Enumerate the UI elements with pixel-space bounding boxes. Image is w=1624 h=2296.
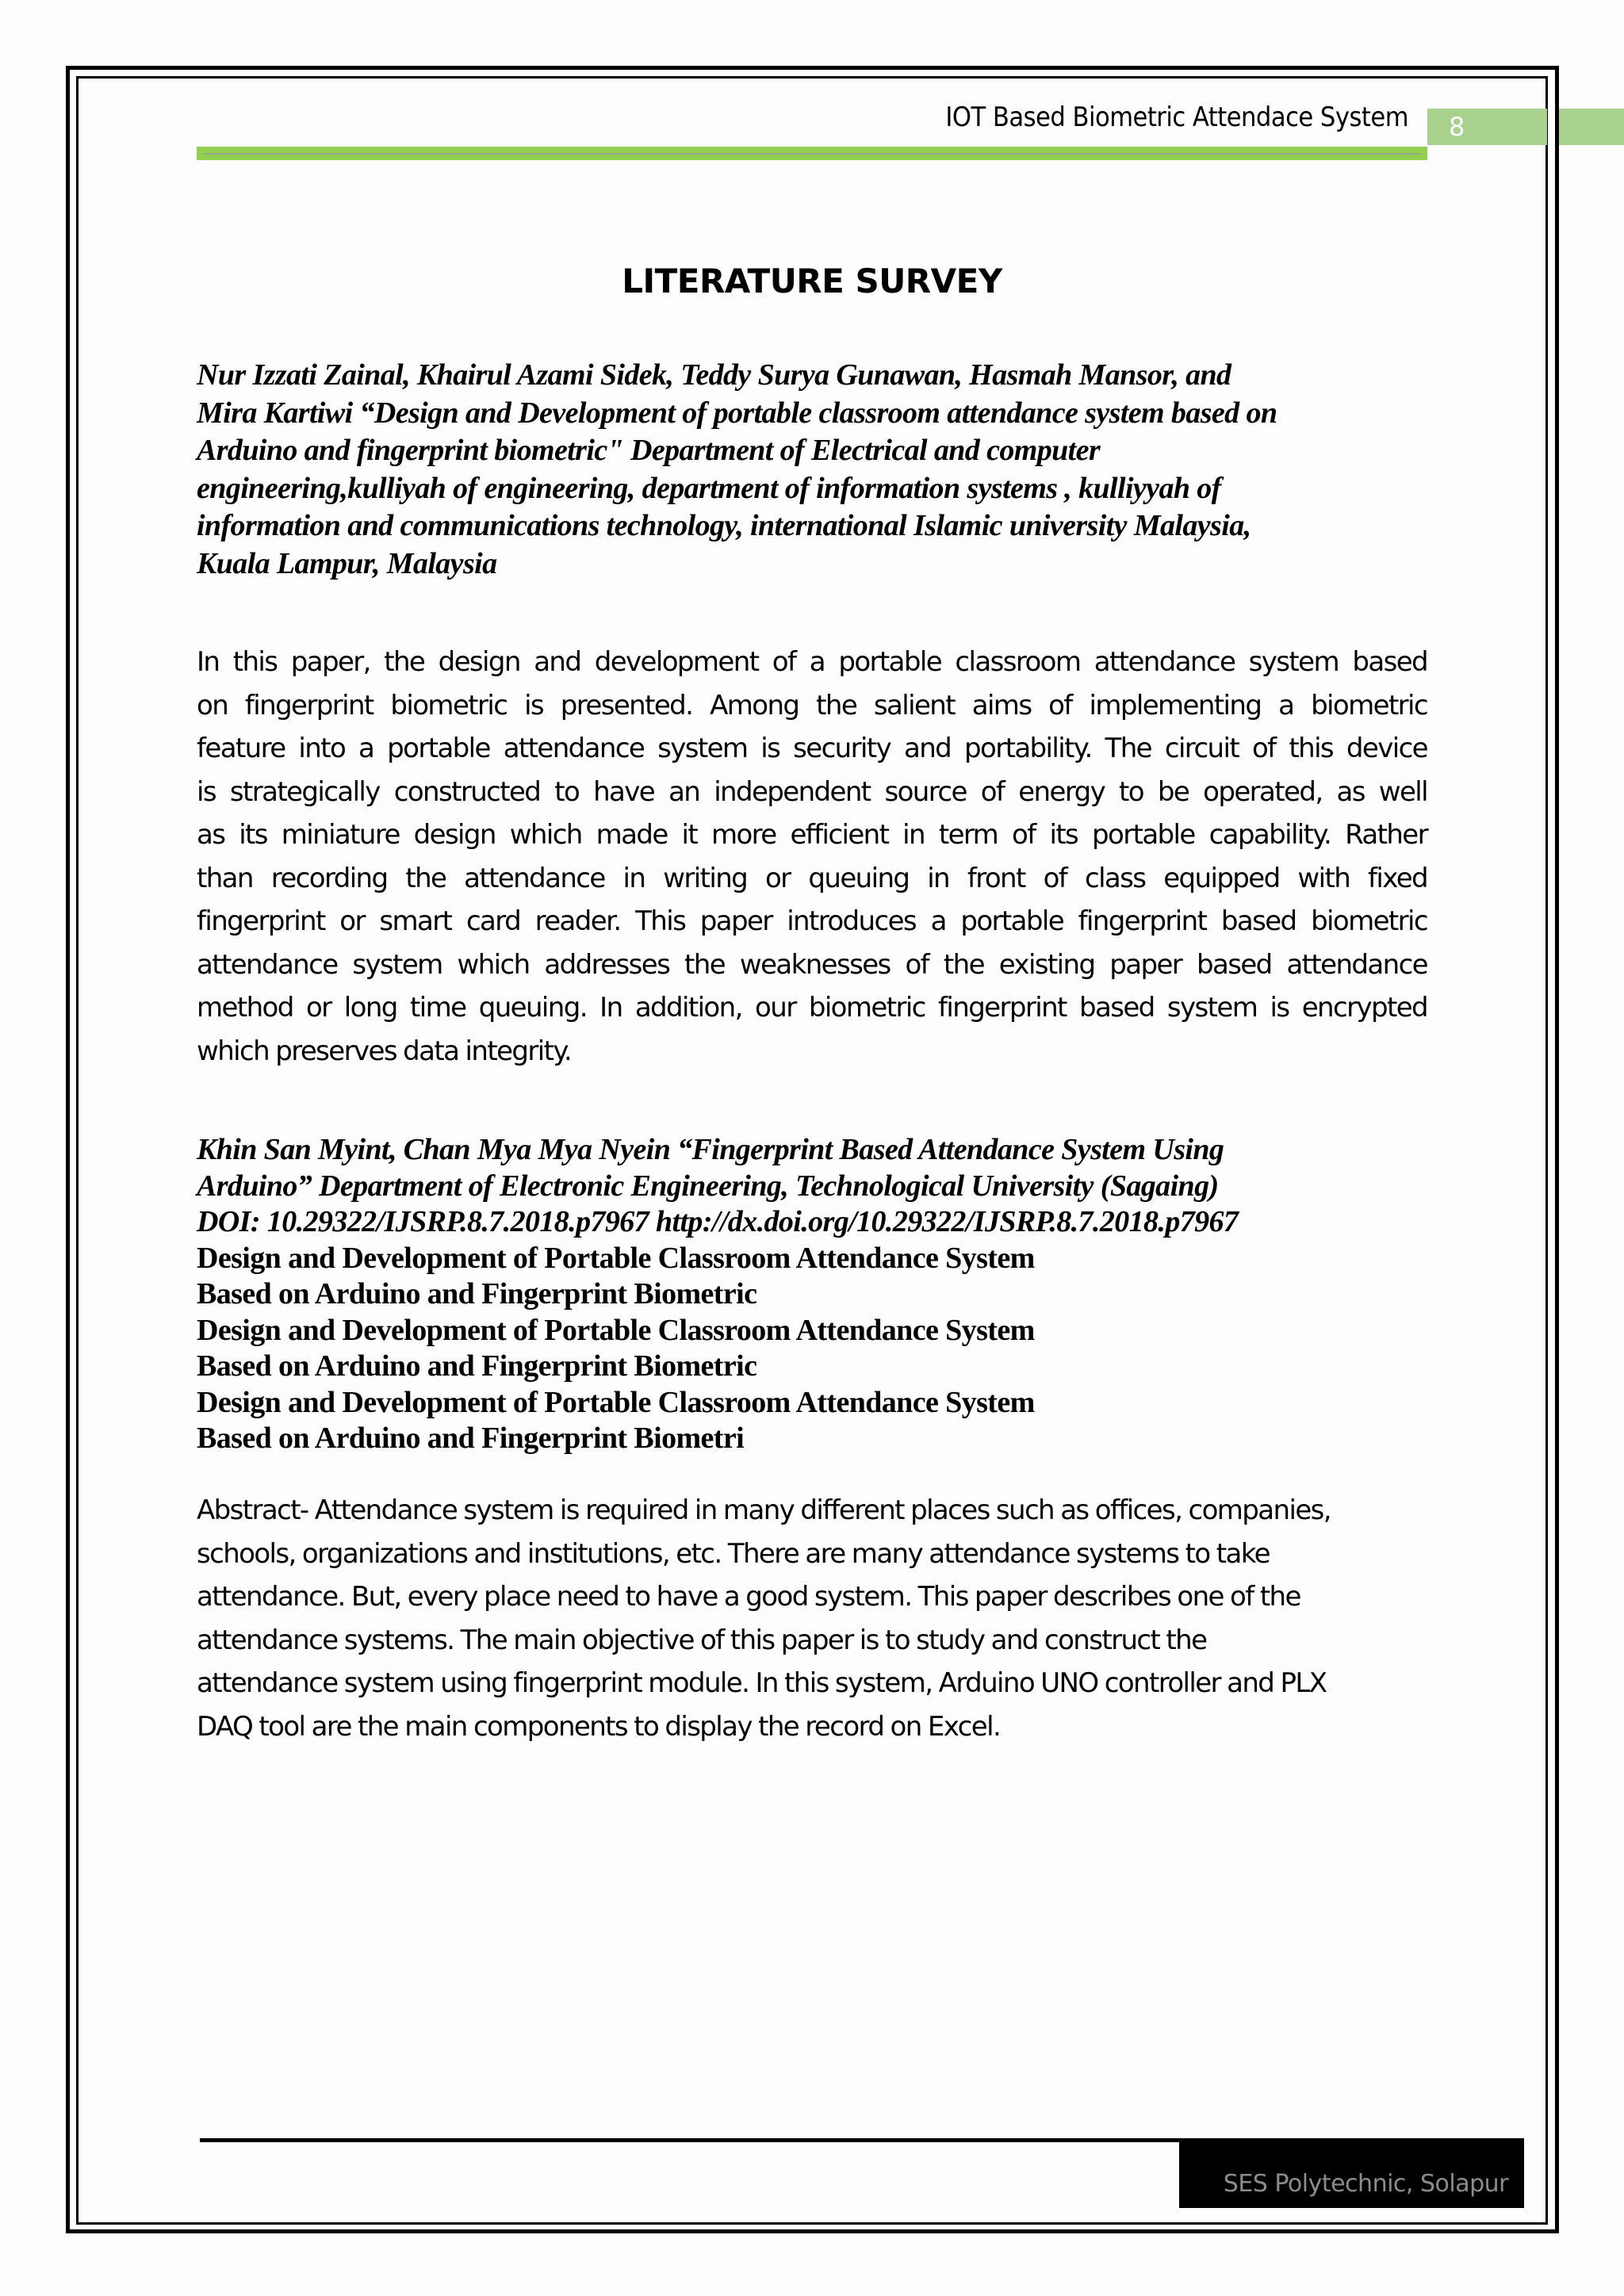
footer-rule <box>200 2138 1183 2142</box>
reference-2-summary <box>197 1489 1427 1748</box>
paper-title-line: Design and Development of Portable Classroom Attendance System <box>197 1241 1035 1275</box>
citation-line: Arduino and fingerprint biometric" Department of Electrical and computer <box>197 434 1101 467</box>
summary-line: fingerprint or smart card reader. This paper introduces a portable fingerprint based biometric <box>197 905 1427 937</box>
page-number-box-extension <box>1559 109 1624 145</box>
paper-title-line: Design and Development of Portable Classroom Attendance System <box>197 1313 1035 1347</box>
summary-line: method or long time queuing. In addition, our biometric fingerprint based system is encrypted <box>197 992 1427 1024</box>
running-header-title: IOT Based Biometric Attendace System <box>945 101 1408 133</box>
paper-title-line: Based on Arduino and Fingerprint Biometric <box>197 1277 757 1311</box>
reference-2-citation <box>197 1132 1434 1457</box>
citation-line: Nur Izzati Zainal, Khairul Azami Sidek, Teddy Surya Gunawan, Hasmah Mansor, and <box>197 358 1231 392</box>
citation-line: DOI: 10.29322/IJSRP.8.7.2018.p7967 http://dx.doi.org/10.29322/IJSRP.8.7.2018.p7967 <box>197 1205 1239 1238</box>
summary-line: attendance system which addresses the weaknesses of the existing paper based attendance <box>197 948 1427 981</box>
section-title: LITERATURE SURVEY <box>622 262 1002 300</box>
summary-line: on fingerprint biometric is presented. Among the salient aims of implementing a biometric <box>197 689 1427 721</box>
reference-1-summary <box>197 641 1427 1073</box>
citation-line: Mira Kartiwi “Design and Development of portable classroom attendance system based on <box>197 396 1277 430</box>
citation-line: Khin San Myint, Chan Mya Mya Nyein “Fingerprint Based Attendance System Using <box>197 1133 1224 1166</box>
paper-title-line: Design and Development of Portable Classroom Attendance System <box>197 1385 1035 1419</box>
footer-institution-box <box>1179 2138 1524 2208</box>
page-number-box <box>1427 109 1547 145</box>
citation-line: information and communications technology, international Islamic university Malaysia, <box>197 509 1251 542</box>
summary-line: as its miniature design which made it more efficient in term of its portable capability. Rather <box>197 819 1427 851</box>
summary-line: attendance. But, every place need to have a good system. This paper describes one of the <box>197 1581 1300 1613</box>
citation-line: Kuala Lampur, Malaysia <box>197 546 497 580</box>
summary-line: is strategically constructed to have an independent source of energy to be operated, as well <box>197 775 1427 808</box>
footer-institution: SES Polytechnic, Solapur <box>1223 2170 1508 2198</box>
header-accent-line <box>203 153 1421 155</box>
summary-line: DAQ tool are the main components to display the record on Excel. <box>197 1710 1001 1743</box>
paper-title-line: Based on Arduino and Fingerprint Biometri <box>197 1422 745 1455</box>
page-number: 8 <box>1449 112 1465 142</box>
summary-line: attendance system using fingerprint module. In this system, Arduino UNO controller and PLX <box>197 1667 1327 1699</box>
paper-title-line: Based on Arduino and Fingerprint Biometric <box>197 1349 757 1383</box>
summary-line: Abstract- Attendance system is required in many different places such as offices, companies, <box>197 1494 1331 1526</box>
summary-line: which preserves data integrity. <box>197 1035 572 1067</box>
citation-line: Arduino” Department of Electronic Engineering, Technological University (Sagaing) <box>197 1169 1219 1203</box>
summary-line: attendance systems. The main objective of this paper is to study and construct the <box>197 1624 1207 1656</box>
summary-line: schools, organizations and institutions, etc. There are many attendance systems to take <box>197 1537 1270 1570</box>
citation-line: engineering,kulliyah of engineering, department of information systems , kulliyyah of <box>197 471 1221 505</box>
header-accent-bar <box>197 147 1427 160</box>
summary-line: than recording the attendance in writing or queuing in front of class equipped with fixed <box>197 862 1427 894</box>
summary-line: feature into a portable attendance system is security and portability. The circuit of this device <box>197 733 1427 764</box>
reference-1-citation <box>197 357 1434 583</box>
summary-line: In this paper, the design and development of a portable classroom attendance system based <box>197 646 1427 678</box>
